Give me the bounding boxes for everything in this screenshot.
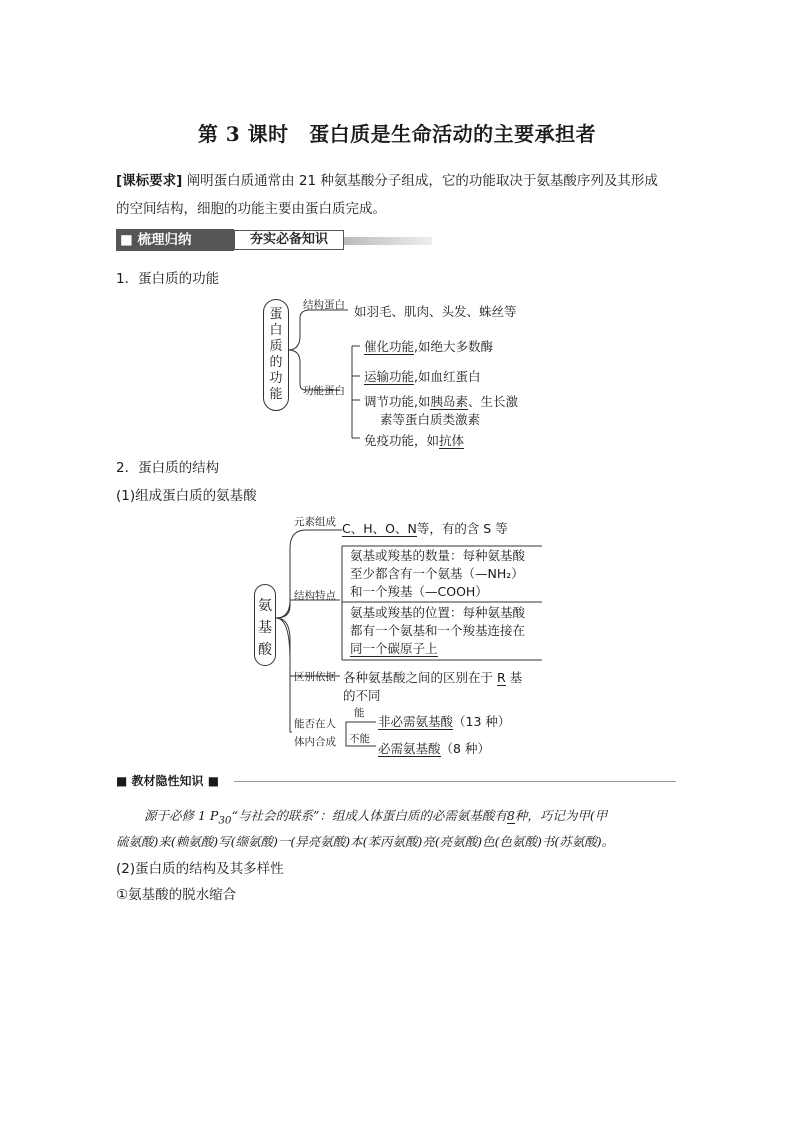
function-item bbox=[364, 431, 464, 449]
hidden-line-2: 硫氨酸)来(赖氨酸)写(缬氨酸)一(异亮氨酸)本(苯丙氨酸)亮(亮氨酸)色(色氨酸)书(苏氨酸)。 bbox=[116, 834, 615, 849]
hidden-knowledge-label: ■ 教材隐性知识 ■ bbox=[116, 774, 220, 788]
struct-line: 至少都含有一个氨基（—NH₂） bbox=[350, 566, 524, 581]
elem-text bbox=[342, 519, 508, 537]
elem-desc: 等，有的含 S 等 bbox=[416, 521, 508, 536]
banner-fade bbox=[344, 237, 432, 245]
struct-term: 同一个碳原子上 bbox=[350, 641, 438, 656]
function-item bbox=[364, 367, 481, 385]
section2-sub1: (1)组成蛋白质的氨基酸 bbox=[116, 488, 257, 504]
function-desc: ,如血红蛋白 bbox=[414, 369, 481, 384]
branch-functional-label: 功能蛋白 bbox=[303, 385, 345, 397]
banner-dark: ■ 梳理归纳 bbox=[116, 229, 234, 251]
syn-label-2: 体内合成 bbox=[294, 736, 336, 748]
struct-box-1 bbox=[350, 547, 525, 601]
section-banner bbox=[116, 229, 432, 251]
diff-desc: 基 bbox=[509, 670, 523, 685]
root-char: 白 bbox=[269, 323, 283, 338]
requirement-line-1 bbox=[116, 168, 658, 194]
essential-term: 必需氨基酸 bbox=[378, 741, 441, 756]
requirement-label: [课标要求] bbox=[116, 173, 183, 189]
root-char: 酸 bbox=[258, 642, 272, 658]
diff-label: 区别依据 bbox=[294, 671, 336, 683]
root-char: 质 bbox=[269, 339, 283, 354]
hidden-knowledge-bar bbox=[116, 772, 676, 792]
function-desc: 调节功能,如 bbox=[364, 394, 431, 409]
function-item bbox=[364, 392, 518, 410]
hidden-term: 8 bbox=[506, 808, 515, 823]
function-desc: 免疫功能，如 bbox=[364, 433, 440, 448]
struct-box-2 bbox=[350, 604, 525, 658]
essential-count: （8 种） bbox=[440, 741, 490, 756]
function-desc: ,如绝大多数酶 bbox=[414, 339, 493, 354]
hidden-text: “与社会的联系”：组成人体蛋白质的必需氨基酸有 bbox=[231, 808, 507, 823]
branch-structural-text: 如羽毛、肌肉、头发、蛛丝等 bbox=[354, 304, 517, 319]
function-item bbox=[364, 337, 493, 355]
elem-term: C、H、O、N bbox=[342, 521, 417, 536]
nonessential-text bbox=[378, 712, 510, 730]
struct-line: 氨基或羧基的位置：每种氨基酸 bbox=[350, 605, 526, 620]
struct-line: 都有一个氨基和一个羧基连接在 bbox=[350, 623, 526, 638]
struct-line: 和一个羧基（—COOH） bbox=[350, 584, 488, 599]
syn-label-1: 能否在人 bbox=[294, 718, 336, 730]
requirement-line-2: 的空间结构，细胞的功能主要由蛋白质完成。 bbox=[116, 201, 386, 217]
root-char: 功 bbox=[269, 371, 283, 386]
amino-acid-root bbox=[254, 584, 276, 666]
struct-label: 结构特点 bbox=[294, 590, 336, 602]
root-char: 氨 bbox=[258, 598, 272, 614]
function-term: 运输功能 bbox=[364, 369, 415, 384]
section1-heading: 1．蛋白质的功能 bbox=[116, 271, 220, 287]
function-term: 催化功能 bbox=[364, 339, 415, 354]
root-char: 蛋 bbox=[269, 307, 283, 322]
nonessential-term: 非必需氨基酸 bbox=[378, 714, 454, 729]
root-char: 能 bbox=[269, 387, 283, 402]
requirement-text-1: 阐明蛋白质通常由 21 种氨基酸分子组成，它的功能取决于氨基酸序列及其形成 bbox=[186, 173, 658, 189]
function-item-cont: 素等蛋白质类激素 bbox=[380, 412, 481, 427]
cannot-label: 不能 bbox=[349, 733, 370, 745]
diff-text bbox=[343, 668, 522, 686]
hidden-knowledge-line bbox=[234, 781, 676, 782]
section2-sub2: (2)蛋白质的结构及其多样性 bbox=[116, 861, 284, 877]
banner-light: 夯实必备知识 bbox=[234, 230, 344, 250]
protein-function-root bbox=[263, 299, 289, 411]
can-label: 能 bbox=[354, 707, 365, 719]
diff-desc: 各种氨基酸之间的区别在于 bbox=[343, 670, 494, 685]
function-term: 胰岛素 bbox=[430, 394, 468, 409]
function-term: 抗体 bbox=[439, 433, 465, 448]
root-char: 基 bbox=[258, 620, 272, 636]
hidden-line-1 bbox=[144, 806, 607, 827]
hidden-text: 源于必修 1 P bbox=[144, 808, 219, 823]
struct-line: 氨基或羧基的数量：每种氨基酸 bbox=[350, 548, 526, 563]
diff-text-2: 的不同 bbox=[343, 688, 381, 703]
section2-heading: 2．蛋白质的结构 bbox=[116, 460, 220, 476]
elem-label: 元素组成 bbox=[294, 516, 336, 528]
section2-sub3: ①氨基酸的脱水缩合 bbox=[116, 887, 237, 903]
root-char: 的 bbox=[269, 355, 283, 370]
function-desc: 、生长激 bbox=[468, 394, 519, 409]
hidden-text: 种，巧记为甲(甲 bbox=[514, 808, 608, 823]
page-title: 第 3 课时 蛋白质是生命活动的主要承担者 bbox=[197, 122, 597, 146]
branch-structural-label: 结构蛋白 bbox=[303, 299, 345, 311]
essential-text bbox=[378, 739, 490, 757]
diff-term: R bbox=[497, 670, 506, 685]
hidden-sub: 30 bbox=[218, 814, 232, 827]
nonessential-count: （13 种） bbox=[453, 714, 511, 729]
